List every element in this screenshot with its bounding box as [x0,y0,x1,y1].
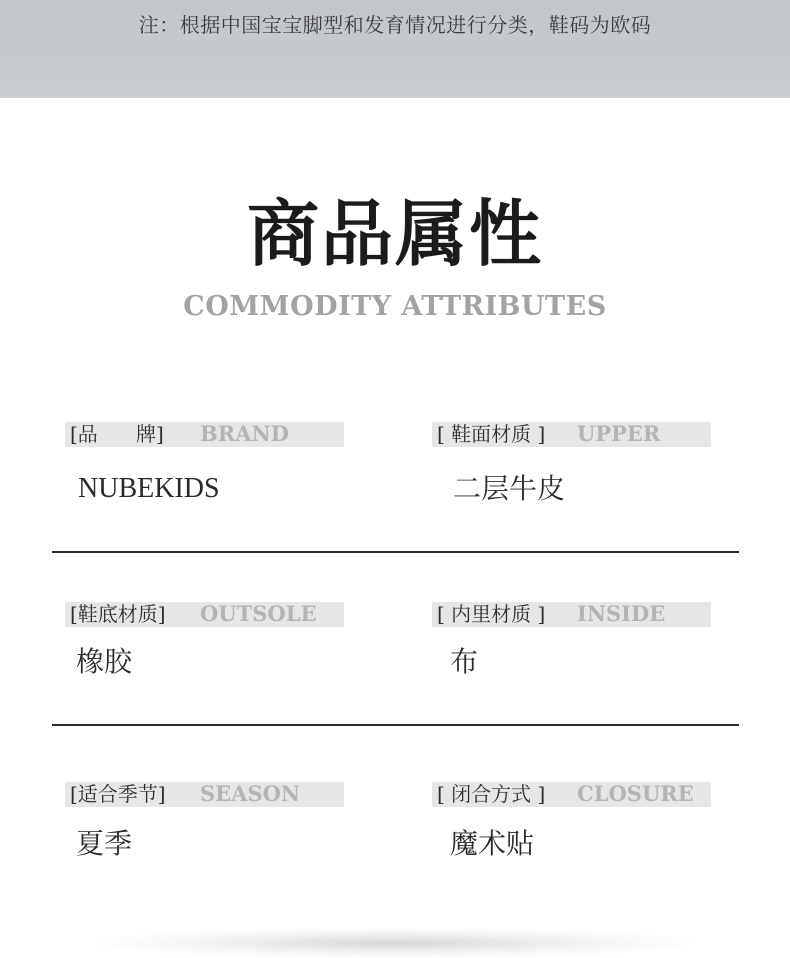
bottom-shadow [100,928,690,958]
attribute-value-season: 夏季 [76,827,133,860]
attribute-value-closure: 魔术贴 [450,827,535,860]
attribute-label-en: INSIDE [577,601,666,626]
size-note: 注：根据中国宝宝脚型和发育情况进行分类，鞋码为欧码 [138,13,652,37]
row-divider [52,551,739,553]
attribute-label-inside [432,602,711,627]
attribute-label-outsole [65,602,344,627]
attribute-label-closure [432,782,711,807]
attribute-label-brand [65,422,344,447]
row-divider [52,724,739,726]
attribute-label-cn: [ 内里材质 ] [437,602,546,626]
attribute-label-upper [432,422,711,447]
attribute-label-en: UPPER [577,421,661,446]
attribute-label-cn: [ 闭合方式 ] [437,782,546,806]
attribute-label-cn: [ 鞋面材质 ] [437,422,546,446]
attribute-label-en: BRAND [200,421,289,446]
attribute-label-en: OUTSOLE [200,601,317,626]
attribute-value-upper: 二层牛皮 [453,472,566,505]
attribute-label-en: CLOSURE [577,781,694,806]
attribute-label-cn: [适合季节] [70,782,166,806]
attribute-label-cn: [鞋底材质] [70,602,166,626]
attribute-value-inside: 布 [450,645,479,678]
attribute-value-outsole: 橡胶 [76,645,133,678]
attribute-label-season [65,782,344,807]
attribute-label-en: SEASON [200,781,301,806]
section-subtitle: COMMODITY ATTRIBUTES [183,291,607,322]
section-title: 商品属性 [246,191,543,276]
attribute-value-brand: NUBEKIDS [78,473,220,504]
attribute-label-cn: [品 牌] [70,422,164,446]
